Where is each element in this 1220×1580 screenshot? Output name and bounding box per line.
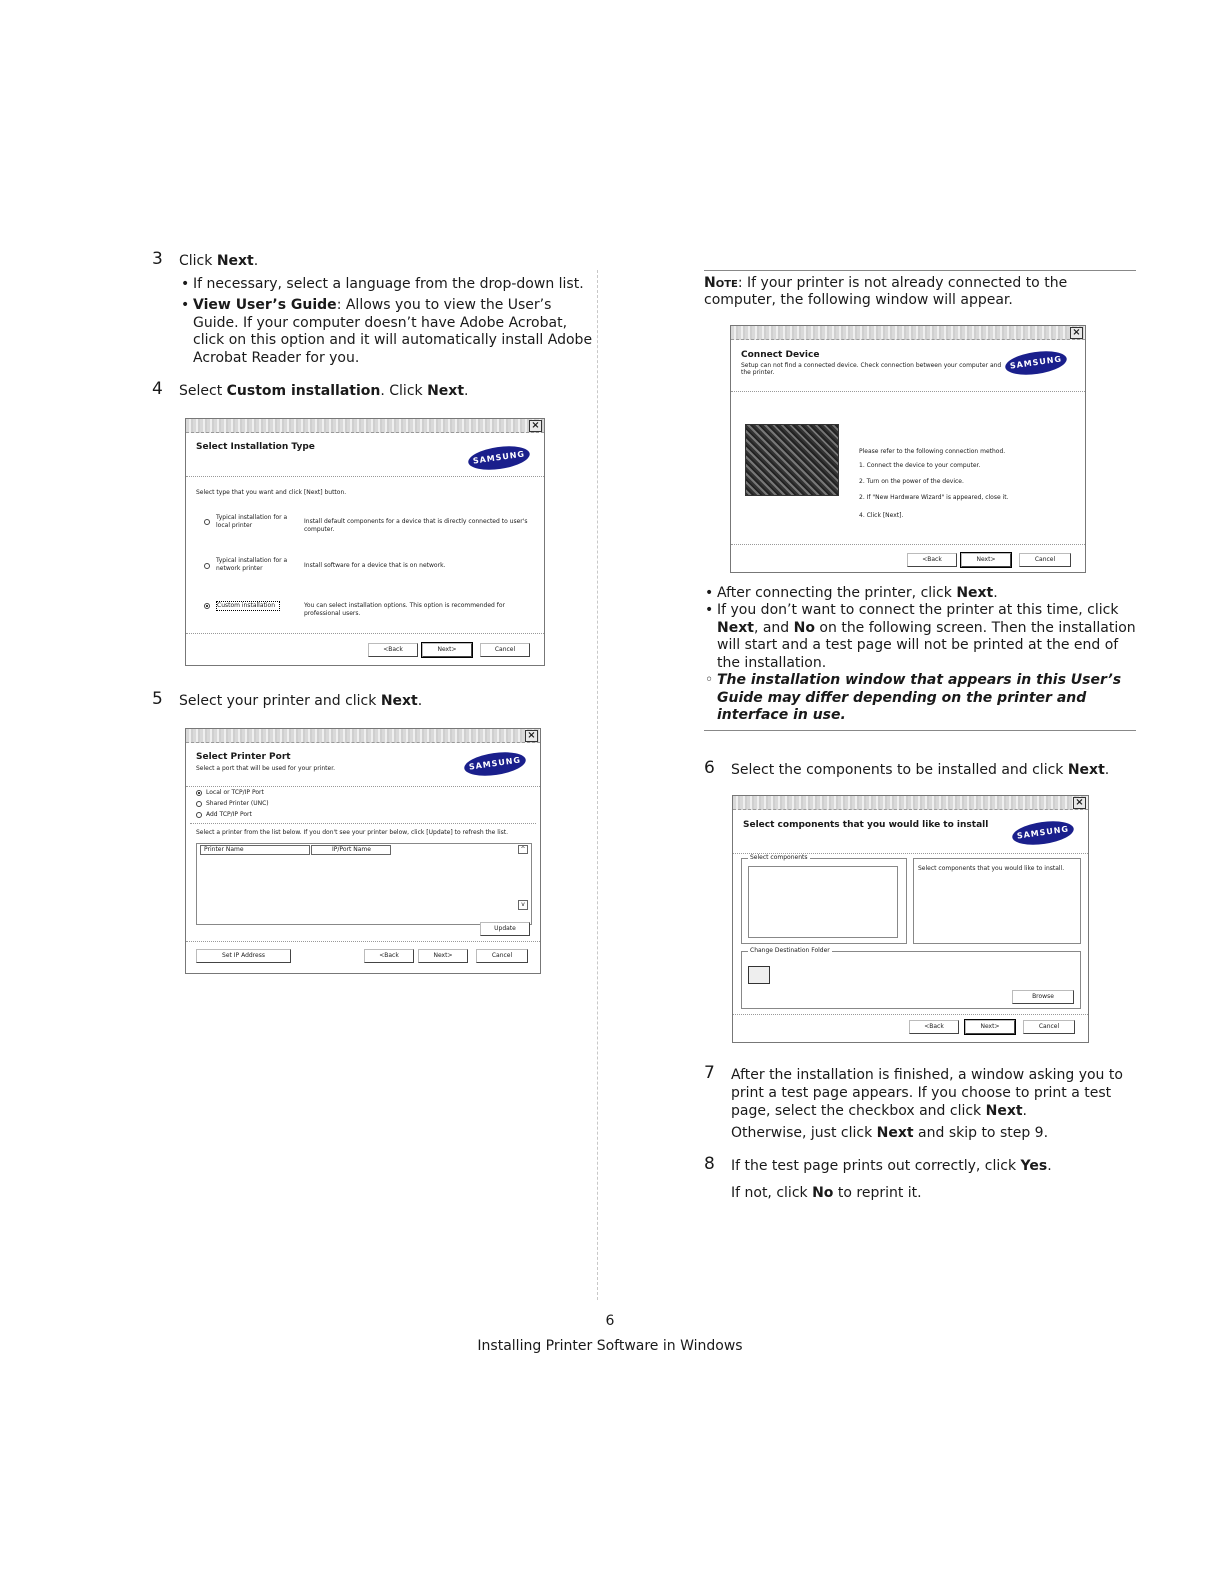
dialog-subtitle: Setup can not find a connected device. Check connection between your computer and the printer.	[741, 362, 1002, 376]
step-4-bold-2: Next	[427, 383, 465, 399]
opt-local-tcpip: Local or TCP/IP Port	[206, 789, 264, 796]
connect-step-4: 4. Click [Next].	[859, 512, 904, 519]
step-5-suffix: .	[417, 693, 423, 709]
opt-custom-label[interactable]: Custom installation	[216, 601, 280, 611]
components-dialog	[732, 795, 1089, 1043]
step-8-bold: Yes	[1020, 1158, 1048, 1174]
step-4-prefix: Select	[179, 383, 227, 399]
radio-custom[interactable]	[204, 603, 210, 609]
note-label: Note	[704, 275, 738, 291]
note-bullet-1: • After connecting the printer, click Next.	[705, 585, 998, 601]
back-button[interactable]: <Back	[364, 949, 414, 963]
step-6-text	[731, 761, 1136, 779]
connect-step-1: 1. Connect the device to your computer.	[859, 462, 981, 469]
install-type-dialog	[185, 418, 545, 666]
dialog-header	[731, 340, 1085, 392]
step-6-prefix: Select the components to be installed and click	[731, 762, 1068, 778]
step-8-line-2-bold: No	[812, 1185, 834, 1201]
scroll-down-icon[interactable]: v	[518, 900, 528, 910]
opt-typical-network-desc: Install software for a device that is on network.	[304, 562, 446, 569]
close-icon[interactable]: ×	[1070, 327, 1083, 339]
note-bullet-2: • If you don’t want to connect the printer at this time, click Next, and No on the following screen. Then the installation will start and a test page will not be printed at the end of the installation.	[705, 602, 1136, 671]
step-4-suffix: .	[464, 383, 469, 399]
next-button[interactable]: Next>	[965, 1020, 1015, 1034]
view-users-guide-label: View User’s Guide	[193, 297, 337, 313]
step-7-text-1: After the installation is finished, a window asking you to print a test page appears. If you choose to print a test page, select the checkbox and click	[731, 1067, 1123, 1119]
step-4-bold-1: Custom installation	[226, 383, 381, 399]
step-6-suffix: .	[1104, 762, 1110, 778]
step-8-number: 8	[704, 1154, 715, 1174]
dialog-titlebar	[186, 419, 544, 433]
step-4-number: 4	[152, 379, 163, 399]
back-button[interactable]: <Back	[909, 1020, 959, 1034]
step-7-suffix-1: .	[1022, 1103, 1027, 1119]
step-7-number: 7	[704, 1063, 715, 1083]
step-3-bullet-1: • If necessary, select a language from the drop-down list.	[181, 276, 584, 292]
opt-custom-desc: You can select installation options. This option is recommended for professional users.	[304, 602, 506, 617]
note-bullet-2-prefix: If you don’t want to connect the printer at this time, click	[717, 602, 1119, 618]
printer-port-dialog	[185, 728, 541, 974]
note-bottom-rule	[704, 730, 1136, 731]
back-button[interactable]: <Back	[368, 643, 418, 657]
footer-divider	[186, 633, 544, 634]
note-bullet-2-mid: , and	[753, 619, 794, 636]
step-8-line-2	[731, 1184, 1131, 1202]
opt-typical-local-desc: Install default components for a device that is directly connected to user's computer.	[304, 518, 528, 533]
step-3-suffix: .	[253, 253, 259, 269]
samsung-logo: SAMSUNG	[1011, 818, 1075, 848]
close-icon[interactable]: ×	[1073, 797, 1086, 809]
destination-group-label: Change Destination Folder	[750, 947, 830, 954]
components-description	[913, 858, 1081, 944]
step-3-bullet-2-text: : Allows you to view the User’s Guide. If your computer doesn’t have Adobe Acrobat, click on this option and it will automatically install Adobe Acrobat Reader for you.	[193, 297, 593, 366]
step-8-prefix: If the test page prints out correctly, click	[731, 1158, 1021, 1174]
col-ip-port-name[interactable]: IP/Port Name	[311, 845, 391, 855]
step-8-line-2-suffix: to reprint it.	[833, 1185, 922, 1201]
step-7-bold-1: Next	[985, 1103, 1023, 1119]
samsung-logo: SAMSUNG	[463, 749, 527, 779]
printer-connection-image	[745, 424, 839, 496]
dialog-title: Select Installation Type	[196, 442, 315, 452]
printer-list[interactable]	[196, 843, 532, 925]
step-5-prefix: Select your printer and click	[179, 693, 381, 709]
radio-add-tcpip[interactable]	[196, 812, 202, 818]
step-5-number: 5	[152, 689, 163, 709]
dialog-header	[186, 743, 540, 787]
dialog-titlebar	[731, 326, 1085, 340]
connect-step-3: 2. If "New Hardware Wizard" is appeared, close it.	[859, 494, 1009, 501]
step-3-bullet-2: • View User’s Guide: Allows you to view the User’s Guide. If your computer doesn’t have Adobe Acrobat, click on this option and it will automatically install Adobe Acrobat Reader for you.	[181, 297, 593, 366]
next-button[interactable]: Next>	[418, 949, 468, 963]
step-7-line-2-prefix: Otherwise, just click	[731, 1125, 877, 1141]
components-description-text: Select components that you would like to install.	[918, 865, 1065, 872]
footer-title: Installing Printer Software in Windows	[477, 1338, 743, 1354]
divider	[190, 823, 536, 824]
dialog-titlebar	[186, 729, 540, 743]
dialog-title: Connect Device	[741, 350, 820, 360]
col-printer-name[interactable]: Printer Name	[200, 845, 310, 855]
dialog-header	[186, 433, 544, 477]
step-4-text	[179, 382, 589, 400]
instruction-text: Select type that you want and click [Next] button.	[196, 489, 347, 496]
cancel-button[interactable]: Cancel	[1023, 1020, 1075, 1034]
step-3-prefix: Click	[179, 253, 217, 269]
step-4-mid: . Click	[380, 383, 428, 399]
step-5-text	[179, 692, 589, 710]
connect-intro: Please refer to the following connection method.	[859, 448, 1006, 455]
step-7-text	[731, 1066, 1131, 1120]
dialog-title: Select Printer Port	[196, 752, 291, 762]
note-body: : If your printer is not already connected to the computer, the following window will appear.	[704, 275, 1068, 308]
back-button[interactable]: <Back	[907, 553, 957, 567]
step-3-text	[179, 252, 589, 270]
cancel-button[interactable]: Cancel	[476, 949, 528, 963]
note-text	[704, 275, 1134, 309]
footer-divider	[733, 1014, 1088, 1015]
connect-device-dialog	[730, 325, 1086, 573]
step-3-bold: Next	[216, 253, 254, 269]
scroll-up-icon[interactable]: ^	[518, 845, 528, 854]
radio-typical-local[interactable]	[204, 519, 210, 525]
components-group-label: Select components	[750, 854, 808, 861]
hint-text: Select a printer from the list below. If you don't see your printer below, click [Update] to refresh the list.	[196, 829, 509, 836]
footer-divider	[186, 941, 540, 942]
note-bullet-3: ◦ The installation window that appears in this User’s Guide may differ depending on the printer and interface in use.	[705, 672, 1122, 723]
components-group	[741, 854, 907, 944]
footer-divider	[731, 544, 1085, 545]
components-list[interactable]	[748, 866, 898, 938]
note-bullet-3-text: The installation window that appears in this User’s Guide may differ depending on the printer and interface in use.	[717, 672, 1122, 723]
opt-shared-unc: Shared Printer (UNC)	[206, 800, 269, 807]
browse-button[interactable]: Browse	[1012, 990, 1074, 1004]
next-button[interactable]: Next>	[422, 643, 472, 657]
step-6-bold: Next	[1067, 762, 1105, 778]
dialog-header	[733, 810, 1088, 854]
opt-typical-network-label: Typical installation for a network printer	[216, 557, 288, 572]
next-button[interactable]: Next>	[961, 553, 1011, 567]
close-icon[interactable]: ×	[529, 420, 542, 432]
step-8-line-2-prefix: If not, click	[731, 1185, 813, 1201]
note-bullet-2-bold-2: No	[793, 619, 815, 636]
step-7-bold-2: Next	[876, 1125, 914, 1141]
step-3-number: 3	[152, 249, 163, 269]
page-number: 6	[605, 1313, 615, 1329]
opt-add-tcpip: Add TCP/IP Port	[206, 811, 252, 818]
step-8-text	[731, 1157, 1131, 1175]
column-divider	[597, 270, 598, 1300]
note-bullet-1-prefix: After connecting the printer, click	[717, 585, 957, 601]
samsung-logo: SAMSUNG	[1004, 348, 1068, 378]
radio-local-tcpip[interactable]	[196, 790, 202, 796]
opt-typical-local-label: Typical installation for a local printer	[216, 514, 288, 529]
cancel-button[interactable]: Cancel	[480, 643, 530, 657]
step-8-suffix: .	[1047, 1158, 1052, 1174]
step-5-bold: Next	[380, 693, 418, 709]
set-ip-address-button[interactable]: Set IP Address	[196, 949, 291, 963]
step-7-line-2-suffix: and skip to step 9.	[913, 1125, 1049, 1141]
destination-group	[741, 947, 1081, 1009]
dialog-titlebar	[733, 796, 1088, 810]
update-button[interactable]: Update	[480, 922, 530, 936]
radio-typical-network[interactable]	[204, 563, 210, 569]
close-icon[interactable]: ×	[525, 730, 538, 742]
dialog-subtitle: Select a port that will be used for your printer.	[196, 765, 336, 772]
step-7-line-2	[731, 1124, 1131, 1142]
connect-step-2: 2. Turn on the power of the device.	[859, 478, 964, 485]
note-bullet-2-rest: on the following screen. Then the installation will start and a test page will not be printed at the end of the installation.	[717, 619, 1136, 671]
step-6-number: 6	[704, 758, 715, 778]
note-top-rule	[704, 270, 1136, 271]
step-3-bullet-1-text: If necessary, select a language from the drop-down list.	[193, 276, 584, 292]
note-bullet-2-bold-1: Next	[717, 619, 754, 636]
folder-icon	[748, 966, 770, 984]
samsung-logo: SAMSUNG	[467, 443, 531, 473]
cancel-button[interactable]: Cancel	[1019, 553, 1071, 567]
radio-shared-unc[interactable]	[196, 801, 202, 807]
dialog-title: Select components that you would like to install	[743, 820, 989, 830]
note-bullet-1-bold: Next	[956, 585, 994, 601]
note-bullet-1-suffix: .	[993, 585, 998, 601]
